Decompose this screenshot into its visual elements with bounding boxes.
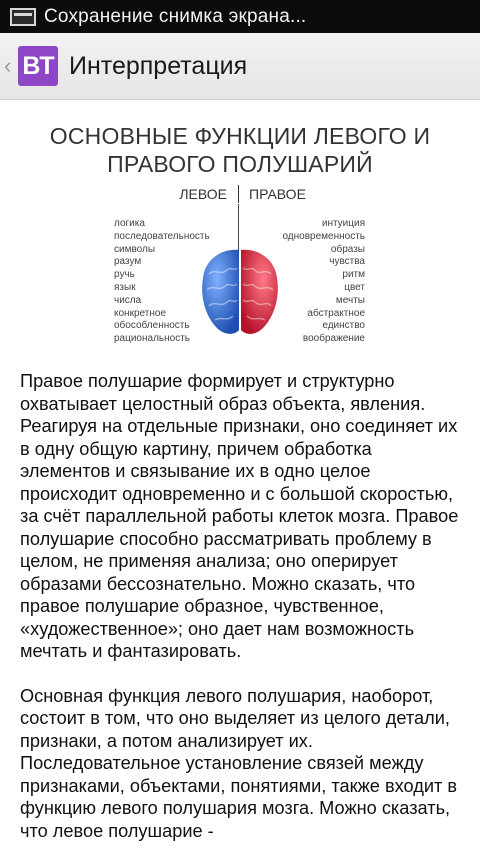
- right-function-item: одновременность: [282, 230, 365, 242]
- right-function-item: воображение: [302, 333, 365, 345]
- right-function-item: чувства: [329, 256, 365, 268]
- page-title: Интерпретация: [69, 51, 248, 80]
- left-function-item: ручь: [114, 269, 135, 281]
- header-divider: [238, 185, 239, 203]
- left-function-item: обособленность: [114, 320, 190, 332]
- left-function-item: конкретное: [114, 307, 166, 319]
- left-function-item: разум: [114, 256, 142, 268]
- right-function-item: интуиция: [321, 218, 365, 229]
- left-hemisphere-header: ЛЕВОЕ: [179, 186, 227, 202]
- right-function-item: мечты: [335, 294, 365, 306]
- left-function-item: язык: [114, 281, 136, 293]
- left-hemisphere-shape: [202, 250, 239, 334]
- left-function-item: последовательность: [114, 230, 210, 242]
- back-chevron-icon[interactable]: ‹: [4, 53, 12, 78]
- status-notification-text: Сохранение снимка экрана...: [44, 5, 307, 27]
- article-content[interactable]: [0, 100, 480, 842]
- right-function-item: образы: [330, 243, 365, 255]
- left-functions-list: [114, 218, 210, 346]
- app-logo[interactable]: BT: [18, 46, 58, 86]
- right-functions-list: [282, 218, 365, 346]
- right-function-item: цвет: [344, 281, 365, 293]
- article-paragraph: Правое полушарие формирует и структурно охватывает целостный образ объекта, явления. Реагируя на отдельные признаки, оно соединяет их в одну общую картину, причем обработка элементов и связывание их в одно целое происходит одновременно и с большой скоростью, за счёт параллельной работы клеток мозга. Правое полушарие способно рассматривать проблему в целом, не применяя анализа; оно оперирует образами бессознательно. Можно сказать, что правое полушарие образное, чувственное, «художественное»; оно дает нам возможность мечтать и фантазировать.: [20, 371, 459, 661]
- right-function-item: ритм: [342, 269, 365, 281]
- right-function-item: единство: [322, 320, 365, 332]
- screenshot-icon: [10, 8, 36, 26]
- article-paragraph: Основная функция левого полушария, наоборот, состоит в том, что оно выделяет из целого детали, признаки, а потом анализирует их. Последовательное установление связей между признаками, объектами, понятиями, также входит в функцию левого полушария мозга. Можно сказать, что левое полушарие -: [20, 685, 458, 841]
- status-bar: [0, 0, 480, 33]
- right-hemisphere-shape: [241, 250, 278, 334]
- action-bar: [0, 33, 480, 100]
- right-hemisphere-header: ПРАВОЕ: [249, 186, 306, 202]
- left-function-item: числа: [114, 294, 142, 306]
- left-function-item: логика: [114, 218, 145, 229]
- brain-icon: [199, 246, 281, 338]
- brain-infographic: [0, 100, 480, 360]
- left-function-item: символы: [114, 243, 156, 255]
- right-function-item: абстрактное: [307, 307, 365, 319]
- left-function-item: рациональность: [114, 333, 191, 345]
- infographic-title: ОСНОВНЫЕ ФУНКЦИИ ЛЕВОГО И ПРАВОГО ПОЛУШАРИЙ: [49, 123, 431, 177]
